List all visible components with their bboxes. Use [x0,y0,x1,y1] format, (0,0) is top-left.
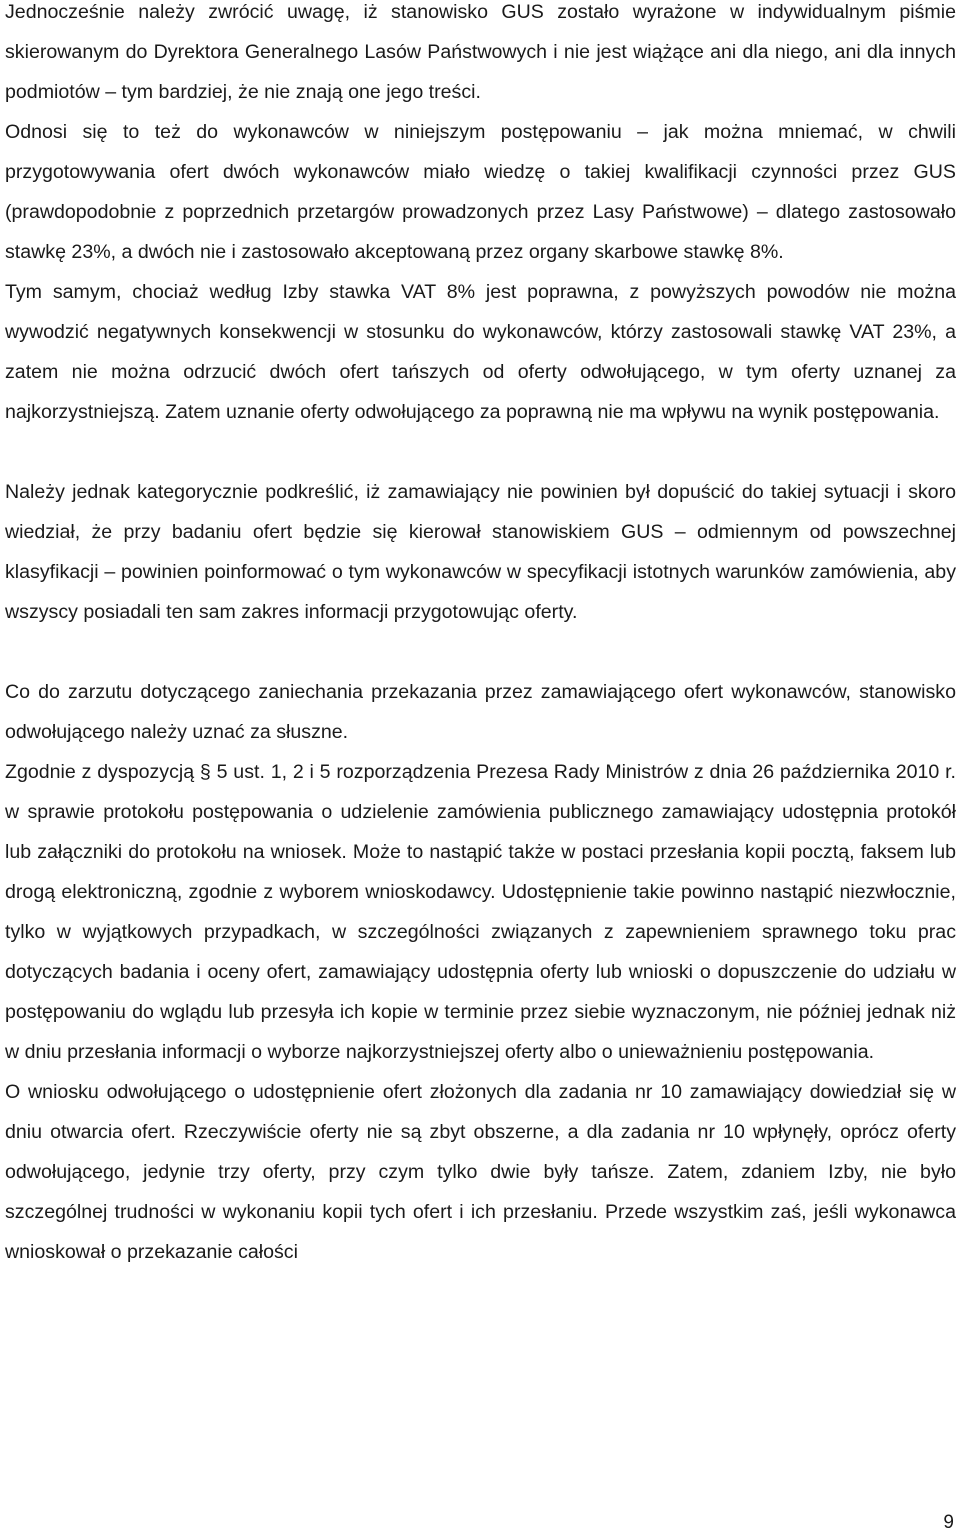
paragraph-request-offers: O wniosku odwołującego o udostępnienie ofert złożonych dla zadania nr 10 zamawiający dowiedział się w dniu otwarcia ofert. Rzeczywiście oferty nie są zbyt obszerne, a dla zadania nr 10 wpłynęły, oprócz oferty odwołującego, jedynie trzy oferty, przy czym tylko dwie były tańsze. Zatem, zdaniem Izby, nie było szczególnej trudności w wykonaniu kopii tych ofert i ich przesłaniu. Przede wszystkim zaś, jeśli wykonawca wnioskował o przekazanie całości [5,1081,956,1263]
paragraph-vat-conclusion: Tym samym, chociaż według Izby stawka VAT 8% jest poprawna, z powyższych powodów nie można wywodzić negatywnych konsekwencji w stosunku do wykonawców, którzy zastosowali stawkę VAT 23%, a zatem nie można odrzucić dwóch ofert tańszych od oferty odwołującego, w tym oferty uznanej za najkorzystniejszą. Zatem uznanie oferty odwołującego za poprawną nie ma wpływu na wynik postępowania. [5,281,956,423]
paragraph-gap [5,432,956,472]
document-page [5,0,956,1272]
paragraph-contractors-knowledge: Odnosi się to też do wykonawców w niniejszym postępowaniu – jak można mniemać, w chwili przygotowywania ofert dwóch wykonawców miało wiedzę o takiej kwalifikacji czynności przez GUS (prawdopodobnie z poprzednich przetargów prowadzonych przez Lasy Państwowe) – dlatego zastosowało stawkę 23%, a dwóch nie i zastosowało akceptowaną przez organy skarbowe stawkę 8%. [5,121,956,263]
paragraph-gus-position: Jednocześnie należy zwrócić uwagę, iż stanowisko GUS zostało wyrażone w indywidualnym piśmie skierowanym do Dyrektora Generalnego Lasów Państwowych i nie jest wiążące ani dla niego, ani dla innych podmiotów – tym bardziej, że nie znają one jego treści. [5,1,956,103]
paragraph-regulation: Zgodnie z dyspozycją § 5 ust. 1, 2 i 5 rozporządzenia Prezesa Rady Ministrów z dnia 26 października 2010 r. w sprawie protokołu postępowania o udzielenie zamówienia publicznego zamawiający udostępnia protokół lub załączniki do protokołu na wniosek. Może to nastąpić także w postaci przesłania kopii pocztą, faksem lub drogą elektroniczną, zgodnie z wyborem wnioskodawcy. Udostępnienie takie powinno nastąpić niezwłocznie, tylko w wyjątkowych przypadkach, w szczególności związanych z zapewnieniem sprawnego toku prac dotyczących badania i oceny ofert, zamawiający udostępnia oferty lub wnioski o dopuszczenie do udziału w postępowaniu do wglądu lub przesyła ich kopie w terminie przez siebie wyznaczonym, nie później jednak niż w dniu przesłania informacji o wyborze najkorzystniejszej oferty albo o unieważnieniu postępowania. [5,761,956,1063]
paragraph-offer-transfer-claim: Co do zarzutu dotyczącego zaniechania przekazania przez zamawiającego ofert wykonawców, stanowisko odwołującego należy uznać za słuszne. [5,681,956,743]
paragraph-gap [5,632,956,672]
paragraph-contracting-authority-duty: Należy jednak kategorycznie podkreślić, iż zamawiający nie powinien był dopuścić do takiej sytuacji i skoro wiedział, że przy badaniu ofert będzie się kierował stanowiskiem GUS – odmiennym od powszechnej klasyfikacji – powinien poinformować o tym wykonawców w specyfikacji istotnych warunków zamówienia, aby wszyscy posiadali ten sam zakres informacji przygotowując oferty. [5,481,956,623]
page-number: 9 [943,1512,954,1533]
